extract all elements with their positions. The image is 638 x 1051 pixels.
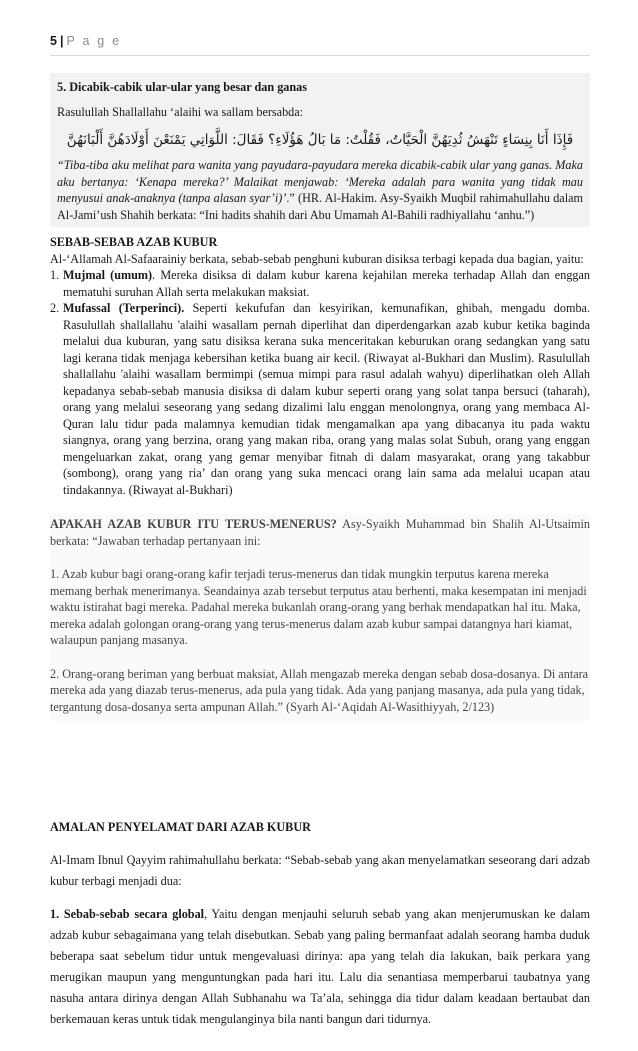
amalan-term: 1. Sebab-sebab secara global	[50, 907, 205, 921]
page-separator: |	[59, 34, 64, 48]
amalan-title: AMALAN PENYELAMAT DARI AZAB KUBUR	[50, 820, 311, 834]
terus-panel	[50, 514, 590, 721]
terus-para-2: 2. Orang-orang beriman yang berbuat maksiat, Allah mengazab mereka dengan sebab dosa-dosanya. Di antara mereka ada yang diazab terus-menerus, ada pula yang tidak. Ada yang panjang masanya, ada pula yang tidak, tergantung dosa-dosanya serta ampunan Allah.” (Syarh Al-‘Aqidah Al-Wasithiyyah, 2/123)	[50, 666, 589, 714]
sebab-item-text: . Mereka disiksa di dalam kubur karena kejahilan mereka terhadap Allah dan enggan mematuhi suruhan Allah serta melakukan maksiat.	[63, 268, 591, 299]
sebab-item-mujmal	[50, 267, 590, 300]
amalan-global	[50, 904, 590, 1030]
amalan-text: , Yaitu dengan menjauhi seluruh sebab yang akan menjerumuskan ke dalam adzab kubur sebagaimana yang telah disebutkan. Sebab yang paling bermanfaat adalah seorang hamba duduk beberapa saat sebelum tidur untuk mengevaluasi dirinya: apa yang telah dia lakukan, baik perkara yang merugikan maupun yang menguntungkan pada hari itu. Lalu dia senantiasa memperbarui taubatnya yang nasuha antara dirinya dengan Allah Subhanahu wa Ta’ala, sehingga dia tidur dalam keadaan bertaubat dan berkemauan keras untuk tidak mengulanginya bila nanti bangun dari tidurnya.	[50, 907, 590, 1026]
sebab-item-mufassal	[50, 300, 590, 498]
translation-source: .” (HR. Al-Hakim. Asy-Syaikh Muqbil rahimahullahu dalam Al-Jami’ush Shahih berkata: “Ini hadits shahih dari Abu Umamah Al-Bahili radhiyallahu ‘anhu.”)	[57, 191, 583, 222]
hadith-title: 5. Dicabik-cabik ular-ular yang besar dan ganas	[57, 80, 308, 94]
header-divider	[50, 55, 590, 56]
hadith-translation	[57, 157, 583, 223]
hadith-panel	[50, 73, 590, 227]
sebab-item-term: Mujmal (umum)	[63, 268, 153, 282]
sebab-title: SEBAB-SEBAB AZAB KUBUR	[50, 235, 218, 249]
terus-heading	[50, 516, 590, 549]
sebab-item-number: 2.	[50, 301, 60, 315]
sebab-item-text: Seperti kekufufan dan kesyirikan, kemunafikan, ghibah, mengadu domba. Rasulullah shallallahu 'alaihi wasallam pernah diperlihat dan diperdengarkan azab kubur ketika baginda melalui dua kuburan, yang satu disiksa kerana suka menceritakan keburukan orang sedangkan yang satu lagi kerana tidak menjaga kebersihan ketika buang air kecil. (Riwayat al-Bukhari dan Muslim). Rasulullah shallallahu 'alaihi wasallam bermimpi (semua mimpi para rasul adalah wahyu) diperlihatkan oleh Allah kepadanya sebab-sebab manusia disiksa di dalam kubur seperti orang yang solat tanpa bersuci (taharah), orang yang melalui seseorang yang sedang dizalimi lalu enggan menolongnya, orang yang membaca Al-Quran lalu tidur pada malamnya kemudian tidak mengamalkan apa yang dibacanya itu pada waktu siangnya, orang yang berzina, orang yang makan riba, orang yang malas solat Subuh, orang yang enggan mengeluarkan zakat, orang yang gemar menyibar fitnah di dalam masyarakat, orang yang takabbur (sombong), orang yang ria’ dan orang yang suka mencaci orang lain sama ada melalui ucapan atau tindakannya. (Riwayat al-Bukhari)	[63, 301, 590, 497]
translation-italic: “Tiba-tiba aku melihat para wanita yang payudara-payudara mereka dicabik-cabik ular yang ganas. Maka aku bertanya: ‘Kenapa mereka?’ Malaikat menjawab: ‘Mereka adalah para wanita yang tidak mau menyusui anak-anaknya (tanpa alasan syar’i)’	[57, 158, 583, 205]
page-label: P a g e	[66, 34, 122, 48]
page-number: 5	[50, 34, 57, 48]
amalan-section	[50, 817, 590, 1030]
page-content	[50, 73, 590, 1030]
hadith-intro: Rasulullah Shallallahu ‘alaihi wa sallam bersabda:	[57, 104, 304, 119]
terus-para-1: 1. Azab kubur bagi orang-orang kafir terjadi terus-menerus dan tidak mungkin terputus karena mereka memang berhak menerimanya. Seandainya azab tersebut terputus atau berhenti, maka kesempatan ini menjadi waktu istirahat bagi mereka. Padahal mereka bukanlah orang-orang yang berhak mendapatkan hal itu. Maka, mereka adalah golongan orang-orang yang terus-menerus dalam azab kubur sampai datangnya hari kiamat, walaupun panjang masanya.	[50, 567, 587, 647]
terus-intro: Asy-Syaikh Muhammad bin Shalih Al-Utsaimin berkata: “Jawaban terhadap pertanyaan ini:	[50, 517, 590, 548]
terus-title: APAKAH AZAB KUBUR ITU TERUS-MENERUS?	[50, 517, 337, 531]
sebab-item-number: 1.	[50, 268, 60, 282]
sebab-list	[50, 267, 590, 498]
arabic-text: فَإِذَا أَنَا بِنِسَاءٍ تَنْهَشُ ثُدِيَهُنَّ الْحَيَّاتُ، فَقُلْتُ: مَا بَالُ هَؤُلَاءِ؟ فَقَالَ: اللَّوَاتِي يَمْنَعْنَ أَوْلَادَهُنَّ أَلْبَانَهُنَّ	[66, 132, 574, 148]
sebab-intro: Al-‘Allamah Al-Safaarainiy berkata, sebab-sebab penghuni kuburan disiksa terbagi kepada dua bagian, yaitu:	[50, 251, 584, 266]
page-header	[50, 34, 590, 54]
sebab-item-term: Mufassal (Terperinci).	[63, 301, 185, 315]
amalan-intro: Al-Imam Ibnul Qayyim rahimahullahu berkata: “Sebab-sebab yang akan menyelamatkan seseorang dari adzab kubur terbagi menjadi dua:	[50, 853, 590, 888]
